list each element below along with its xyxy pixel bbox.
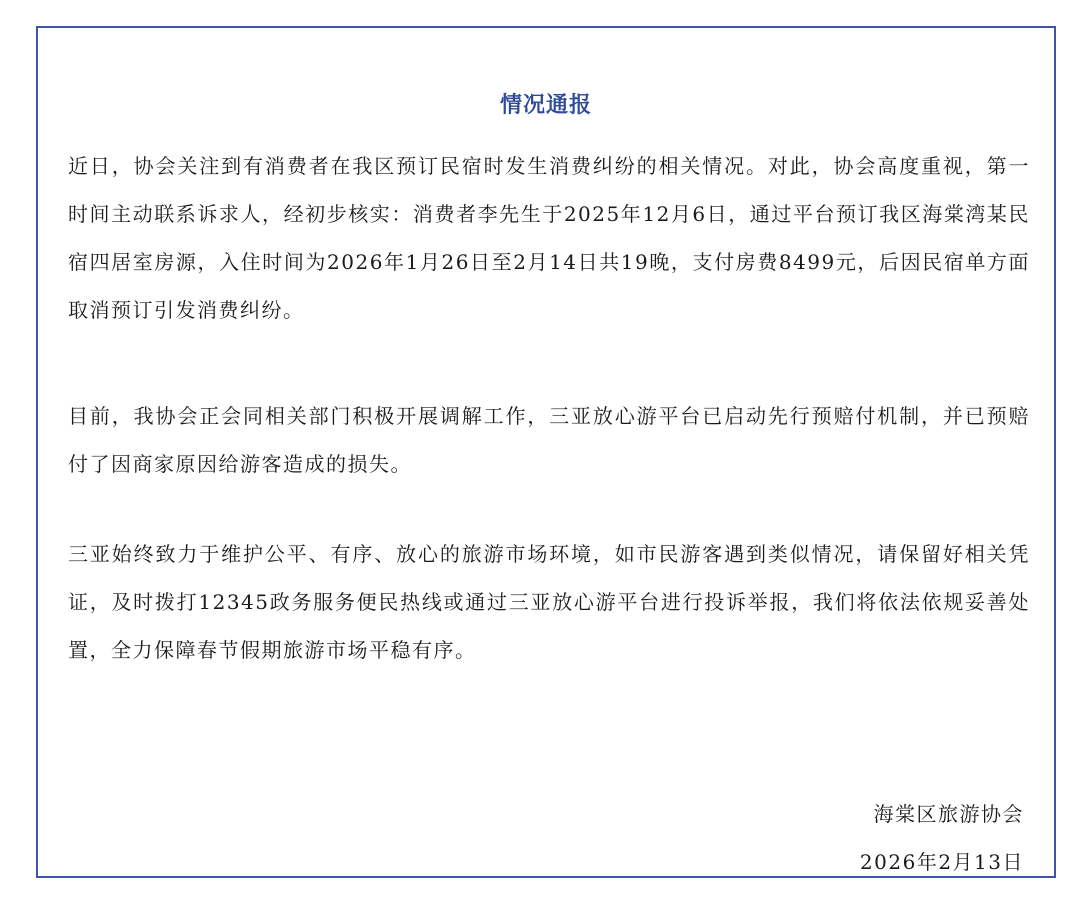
paragraph-mediation: 目前，我协会正会同相关部门积极开展调解工作，三亚放心游平台已启动先行预赔付机制，并已预赔付了因商家原因给游客造成的损失。: [68, 404, 1030, 476]
signature-organization: 海棠区旅游协会: [873, 802, 1024, 826]
paragraph-incident: 近日，协会关注到有消费者在我区预订民宿时发生消费纠纷的相关情况。对此，协会高度重视，第一时间主动联系诉求人，经初步核实：消费者李先生于2025年12月6日，通过平台预订我区海棠湾某民宿四居室房源，入住时间为2026年1月26日至2月14日共19晚，支付房费8499元，后因民宿单方面取消预订引发消费纠纷。: [68, 154, 1030, 322]
signature-date: 2026年2月13日: [859, 850, 1024, 874]
notice-title: 情况通报: [499, 92, 592, 118]
notice-frame: [36, 26, 1056, 878]
paragraph-guidance: 三亚始终致力于维护公平、有序、放心的旅游市场环境，如市民游客遇到类似情况，请保留好相关凭证，及时拨打12345政务服务便民热线或通过三亚放心游平台进行投诉举报，我们将依法依规妥善处置，全力保障春节假期旅游市场平稳有序。: [68, 542, 1030, 662]
